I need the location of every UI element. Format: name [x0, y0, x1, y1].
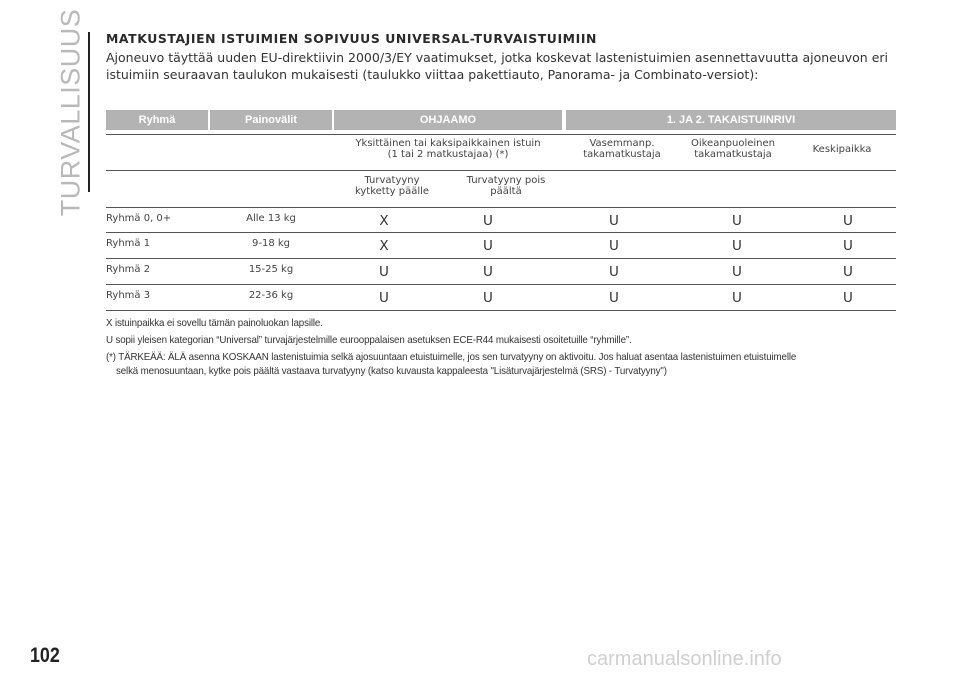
section-side-title-text: TURVALLISUUS [55, 8, 86, 217]
page-heading: MATKUSTAJIEN ISTUIMIEN SOPIVUUS UNIVERSAL-TURVAISTUIMIIN [106, 31, 598, 46]
row-value: U [843, 264, 853, 280]
row-weight: 22-36 kg [248, 290, 294, 301]
row-weight: 15-25 kg [248, 264, 294, 275]
row-value: U [379, 290, 389, 306]
table-rule [106, 310, 896, 311]
note-x: X istuinpaikka ei sovellu tämän painoluokan lapsille. [106, 317, 323, 329]
intro-paragraph: Ajoneuvo täyttää uuden EU-direktiivin 2000/3/EY vaatimukset, jotka koskevat lastenistuimien asennettavuutta ajoneuvon eri istuimiin seuraavan taulukon mukaisesti (taulukko viittaa pakettiauto, Panorama- ja Combinato-versiot): [106, 50, 889, 82]
row-group: Ryhmä 2 [106, 264, 151, 275]
subheader-left-passenger [566, 138, 678, 160]
row-value: U [483, 264, 493, 280]
table-rule [106, 134, 896, 135]
row-value: U [843, 238, 853, 254]
row-value: X [379, 213, 389, 229]
row-value: U [843, 213, 853, 229]
note-u: U sopii yleisen kategorian “Universal” turvajärjestelmille eurooppalaisen asetuksen ECE-R44 mukaisesti osoitetuille “ryhmille”. [106, 334, 632, 346]
row-group: Ryhmä 3 [106, 290, 151, 301]
section-side-title [54, 8, 88, 217]
row-value: U [843, 290, 853, 306]
row-value: U [483, 238, 493, 254]
header-group: Ryhmä [106, 110, 208, 130]
header-rear: 1. JA 2. TAKAISTUINRIVI [566, 110, 896, 130]
row-group: Ryhmä 1 [106, 238, 151, 249]
subheader-airbag-off-line1: Turvatyyny pois [466, 175, 546, 186]
row-value: U [483, 213, 493, 229]
row-value: X [379, 238, 389, 254]
subheader-left-line2: takamatkustaja [583, 149, 661, 160]
subheader-airbag-on-line1: Turvatyyny [364, 175, 420, 186]
subheader-single-seat-line1: Yksittäinen tai kaksipaikkainen istuin [355, 138, 541, 149]
row-value: U [732, 264, 742, 280]
subheader-airbag-on [334, 175, 450, 197]
subheader-airbag-off [450, 175, 562, 197]
row-value: U [609, 213, 619, 229]
header-weight: Painovälit [210, 110, 332, 130]
table-rule [106, 284, 896, 285]
row-value: U [732, 213, 742, 229]
row-value: U [732, 290, 742, 306]
watermark: carmanualsonline.info [587, 648, 782, 670]
subheader-left-line1: Vasemmanp. [589, 138, 655, 149]
row-value: U [609, 264, 619, 280]
table-rule [106, 170, 896, 171]
section-side-bar [88, 32, 90, 192]
page-number: 102 [30, 644, 60, 667]
subheader-single-seat-line2: (1 tai 2 matkustajaa) (*) [387, 149, 509, 160]
subheader-right-line1: Oikeanpuoleinen [690, 138, 776, 149]
subheader-single-seat [334, 138, 562, 160]
row-value: U [609, 238, 619, 254]
row-value: U [732, 238, 742, 254]
table-rule [106, 258, 896, 259]
table-rule [106, 232, 896, 233]
row-value: U [483, 290, 493, 306]
row-group: Ryhmä 0, 0+ [106, 213, 172, 224]
note-important-line2: selkä menosuuntaan, kytke pois päältä vastaava turvatyyny (katso kuvausta kappaleesta "Lisäturvajärjestelmä (SRS) - Turvatyyny") [116, 365, 667, 377]
note-important-line1: (*) TÄRKEÄÄ: ÄLÄ asenna KOSKAAN lastenistuimia selkä ajosuuntaan etuistuimelle, jos sen turvatyyny on aktivoitu. Jos haluat asentaa lastenistuimen etuistuimelle [106, 351, 797, 363]
table-rule [106, 207, 896, 208]
header-driver: OHJAAMO [334, 110, 562, 130]
subheader-right-line2: takamatkustaja [694, 149, 772, 160]
row-weight: Alle 13 kg [246, 213, 296, 224]
subheader-airbag-on-line2: kytketty päälle [354, 186, 430, 197]
row-value: U [379, 264, 389, 280]
subheader-center-seat: Keskipaikka [812, 144, 872, 155]
subheader-airbag-off-line2: päältä [490, 186, 522, 197]
row-weight: 9-18 kg [251, 238, 290, 249]
row-value: U [609, 290, 619, 306]
subheader-right-passenger [678, 138, 788, 160]
